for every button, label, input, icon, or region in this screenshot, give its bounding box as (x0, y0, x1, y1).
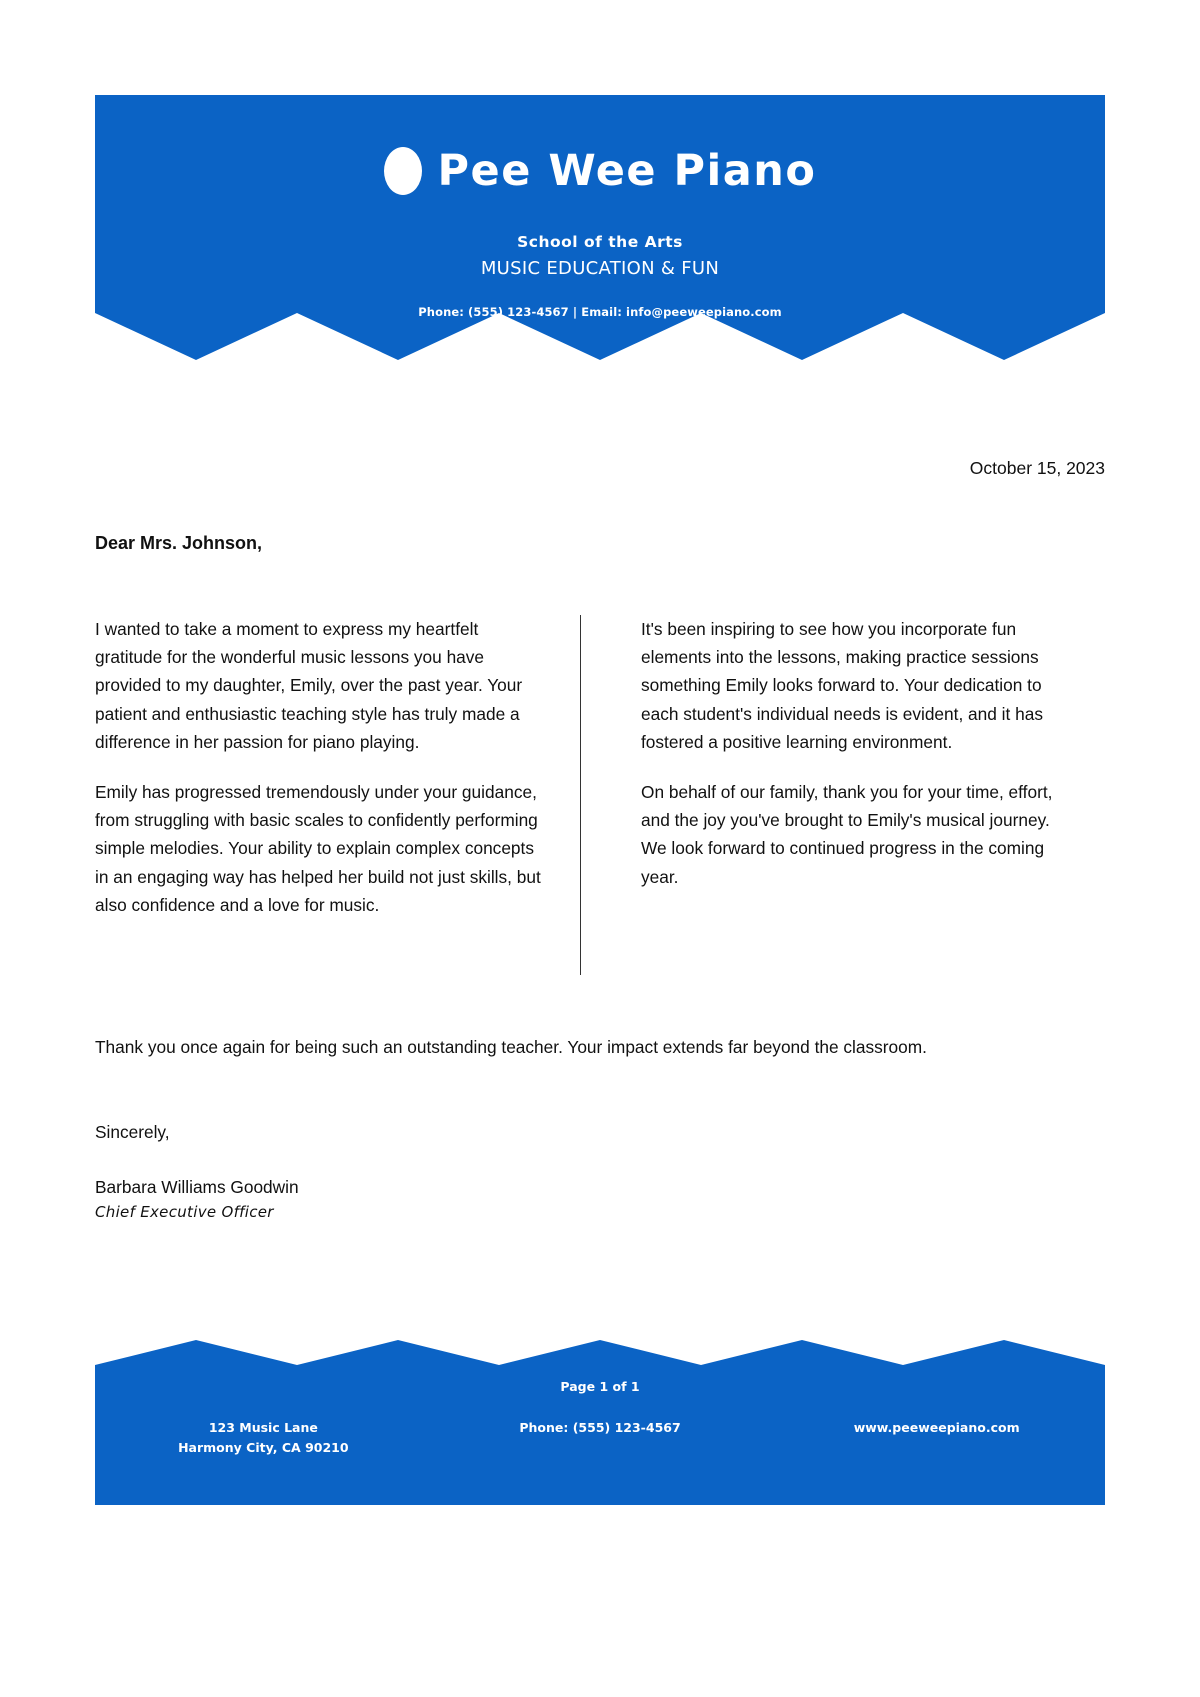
letterhead-footer (95, 1340, 1105, 1505)
letter-closing-note: Thank you once again for being such an outstanding teacher. Your impact extends far beyond the classroom. (95, 1037, 927, 1057)
body-paragraph: On behalf of our family, thank you for your time, effort, and the joy you've brought to Emily's musical journey. We look forward to continued progress in the coming year. (641, 782, 1053, 887)
header-content (95, 95, 1105, 360)
column-divider (580, 615, 581, 975)
letter-body-columns (95, 615, 1105, 975)
page-indicator: Page 1 of 1 (560, 1379, 640, 1394)
footer-columns (95, 1418, 1105, 1458)
footer-address (95, 1418, 432, 1458)
body-paragraph: It's been inspiring to see how you incorporate fun elements into the lessons, making practice sessions something Emily looks forward to. Your dedication to each student's individual needs is evident, and it has fostered a positive learning environment. (641, 619, 1043, 752)
sign-off: Sincerely, (95, 1122, 170, 1142)
footer-address-line2: Harmony City, CA 90210 (178, 1440, 349, 1455)
footer-address-line1: 123 Music Lane (208, 1420, 318, 1435)
footer-phone: Phone: (555) 123-4567 (519, 1420, 681, 1435)
signer-name: Barbara Williams Goodwin (95, 1177, 299, 1197)
footer-content (95, 1340, 1105, 1505)
circle-logo-icon (384, 147, 422, 195)
tagline-primary: School of the Arts (517, 233, 683, 251)
tagline-secondary: MUSIC EDUCATION & FUN (480, 258, 720, 279)
signer-title: Chief Executive Officer (95, 1203, 274, 1221)
body-paragraph: I wanted to take a moment to express my heartfelt gratitude for the wonderful music lessons you have provided to my daughter, Emily, over the past year. Your patient and enthusiastic teaching style has truly made a difference in her passion for piano playing. (95, 619, 523, 752)
letter-salutation: Dear Mrs. Johnson, (95, 533, 263, 553)
brand-name: Pee Wee Piano (437, 145, 817, 196)
body-column-left (95, 615, 558, 975)
brand-row (95, 95, 1105, 195)
letter-date: October 15, 2023 (969, 458, 1105, 478)
body-column-right (593, 615, 1056, 975)
body-paragraph: Emily has progressed tremendously under your guidance, from struggling with basic scales to confidently performing simple melodies. Your ability to explain complex concepts in an engaging way has helped her build not just skills, but also confidence and a love for music. (95, 782, 541, 915)
footer-website[interactable]: www.peeweepiano.com (853, 1420, 1020, 1435)
signature-block (95, 1122, 299, 1221)
letterhead-header (95, 95, 1105, 360)
header-contact-line: Phone: (555) 123-4567 | Email: info@peeweepiano.com (418, 305, 782, 319)
